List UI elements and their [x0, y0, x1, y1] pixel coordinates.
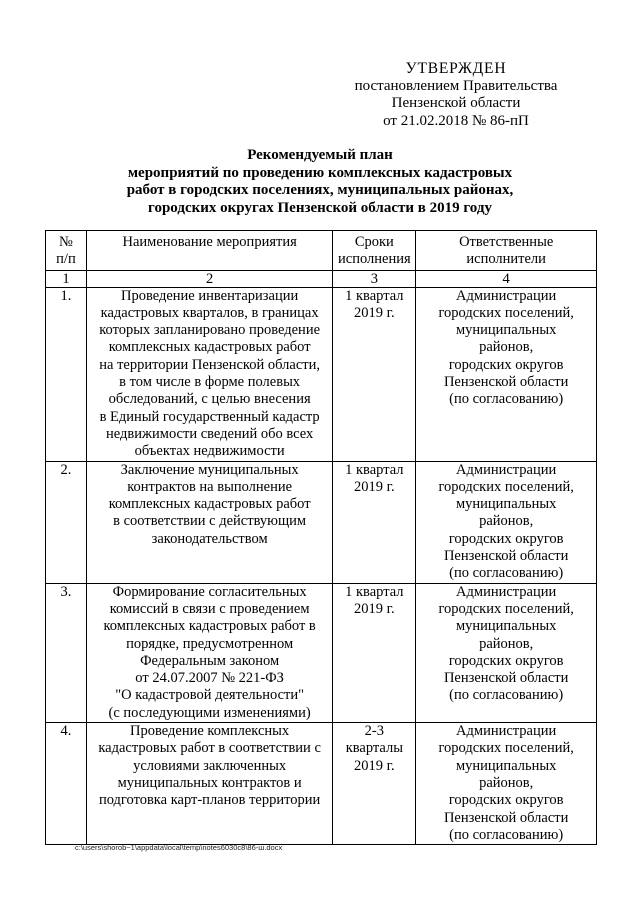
table-body — [46, 287, 597, 845]
title-line: Рекомендуемый план — [247, 147, 393, 163]
cell-line: 2-3 кварталы — [345, 723, 403, 757]
title-line: работ в городских поселениях, муниципальных районах, — [126, 182, 514, 198]
row-number: 4. — [46, 723, 87, 845]
activity-cell — [86, 461, 332, 583]
cell-line: Администрации — [456, 287, 557, 304]
cell-line: Администрации — [456, 583, 557, 600]
responsible-cell — [416, 461, 597, 583]
cell-line: районов, — [479, 513, 534, 530]
cell-line: муниципальных — [455, 322, 557, 339]
activity-cell — [86, 583, 332, 722]
deadline-cell — [333, 723, 416, 845]
cell-line: Проведение инвентаризации — [121, 287, 299, 304]
cell-line: Формирование согласительных — [112, 583, 307, 600]
cell-line: районов, — [479, 339, 534, 356]
column-number: 4 — [416, 270, 597, 287]
header-deadline: Сроки исполнения — [333, 231, 416, 271]
cell-line: городских поселений, — [438, 740, 574, 757]
cell-line: которых запланировано проведение — [99, 322, 321, 339]
approval-stamp — [346, 60, 566, 130]
cell-line: кадастровых кварталов, в границах — [100, 304, 319, 321]
cell-line: районов, — [479, 774, 534, 791]
cell-line: на территории Пензенской области, — [99, 356, 320, 373]
approval-line: постановлением Правительства — [354, 77, 558, 94]
cell-line: (по согласованию) — [449, 565, 564, 582]
cell-line: городских округов — [448, 356, 564, 373]
cell-line: кадастровых работ в соответствии с — [98, 740, 321, 757]
cell-line: (по согласованию) — [449, 391, 564, 408]
cell-line: от 24.07.2007 № 221-ФЗ — [135, 670, 284, 687]
header-number: № п/п — [46, 231, 87, 271]
cell-line: 1 квартал — [345, 461, 404, 478]
table-row — [46, 461, 597, 583]
cell-line: (с последующими изменениями) — [108, 704, 311, 721]
row-number: 3. — [46, 583, 87, 722]
cell-line: Администрации — [456, 723, 557, 740]
cell-line: обследований, с целью внесения — [108, 391, 311, 408]
column-number: 2 — [86, 270, 332, 287]
cell-line: Пензенской области — [443, 670, 569, 687]
responsible-cell — [416, 583, 597, 722]
activity-cell — [86, 287, 332, 461]
cell-line: в том числе в форме полевых — [119, 374, 301, 391]
cell-line: 1 квартал — [345, 287, 404, 304]
cell-line: Пензенской области — [443, 809, 569, 826]
cell-line: порядке, предусмотренном — [126, 635, 294, 652]
cell-line: Проведение комплексных — [130, 723, 290, 740]
cell-line: Пензенской области — [443, 374, 569, 391]
cell-line: комплексных кадастровых работ — [108, 496, 311, 513]
approval-line: от 21.02.2018 № 86-пП — [383, 112, 529, 129]
cell-line: муниципальных контрактов и — [117, 774, 302, 791]
table-row — [46, 723, 597, 845]
table-header-row — [46, 231, 597, 271]
cell-line: комиссий в связи с проведением — [109, 600, 310, 617]
column-number: 1 — [46, 270, 87, 287]
header-activity: Наименование мероприятия — [86, 231, 332, 271]
cell-line: городских поселений, — [438, 600, 574, 617]
cell-line: комплексных кадастровых работ в — [103, 618, 316, 635]
title-line: мероприятий по проведению комплексных кадастровых — [127, 164, 513, 181]
cell-line: "О кадастровой деятельности" — [115, 687, 305, 704]
cell-line: районов, — [479, 635, 534, 652]
cell-line: Заключение муниципальных — [120, 461, 299, 478]
table-row — [46, 287, 597, 461]
cell-line: (по согласованию) — [449, 826, 564, 843]
deadline-cell — [333, 287, 416, 461]
cell-line: муниципальных — [455, 757, 557, 774]
document-title — [70, 147, 570, 217]
cell-line: Федеральным законом — [140, 652, 280, 669]
responsible-cell — [416, 723, 597, 845]
column-number-row — [46, 270, 597, 287]
cell-line: городских округов — [448, 530, 564, 547]
row-number: 1. — [46, 287, 87, 461]
cell-line: 1 квартал — [345, 583, 404, 600]
cell-line: городских округов — [448, 792, 564, 809]
cell-line: 2019 г. — [354, 304, 395, 321]
cell-line: Пензенской области — [443, 548, 569, 565]
plan-table — [45, 230, 597, 845]
deadline-cell — [333, 583, 416, 722]
cell-line: Администрации — [456, 461, 557, 478]
deadline-cell — [333, 461, 416, 583]
cell-line: условиями заключенных — [133, 757, 287, 774]
cell-line: (по согласованию) — [449, 687, 564, 704]
header-responsible: Ответственные исполнители — [416, 231, 597, 271]
cell-line: в Единый государственный кадастр — [99, 408, 320, 425]
responsible-cell — [416, 287, 597, 461]
cell-line: муниципальных — [455, 496, 557, 513]
cell-line: 2019 г. — [354, 478, 395, 495]
table-row — [46, 583, 597, 722]
cell-line: в соответствии с действующим — [113, 513, 307, 530]
file-path-footer: c:\users\shorob~1\appdata\local\temp\notes6030c8\86-ш.docx — [75, 843, 283, 852]
cell-line: законодательством — [151, 530, 268, 547]
cell-line: 2019 г. — [354, 600, 395, 617]
cell-line: 2019 г. — [354, 757, 395, 774]
cell-line: муниципальных — [455, 618, 557, 635]
activity-cell — [86, 723, 332, 845]
row-number: 2. — [46, 461, 87, 583]
cell-line: недвижимости сведений обо всех — [106, 425, 314, 442]
approval-title: УТВЕРЖДЕН — [405, 60, 507, 77]
column-number: 3 — [333, 270, 416, 287]
cell-line: городских поселений, — [438, 304, 574, 321]
title-line: городских округах Пензенской области в 2019 году — [148, 199, 492, 216]
cell-line: объектах недвижимости — [134, 443, 285, 460]
cell-line: контрактов на выполнение — [127, 478, 293, 495]
cell-line: подготовка карт-планов территории — [98, 792, 321, 809]
cell-line: комплексных кадастровых работ — [108, 339, 311, 356]
cell-line: городских округов — [448, 652, 564, 669]
cell-line: городских поселений, — [438, 478, 574, 495]
approval-line: Пензенской области — [391, 95, 521, 111]
